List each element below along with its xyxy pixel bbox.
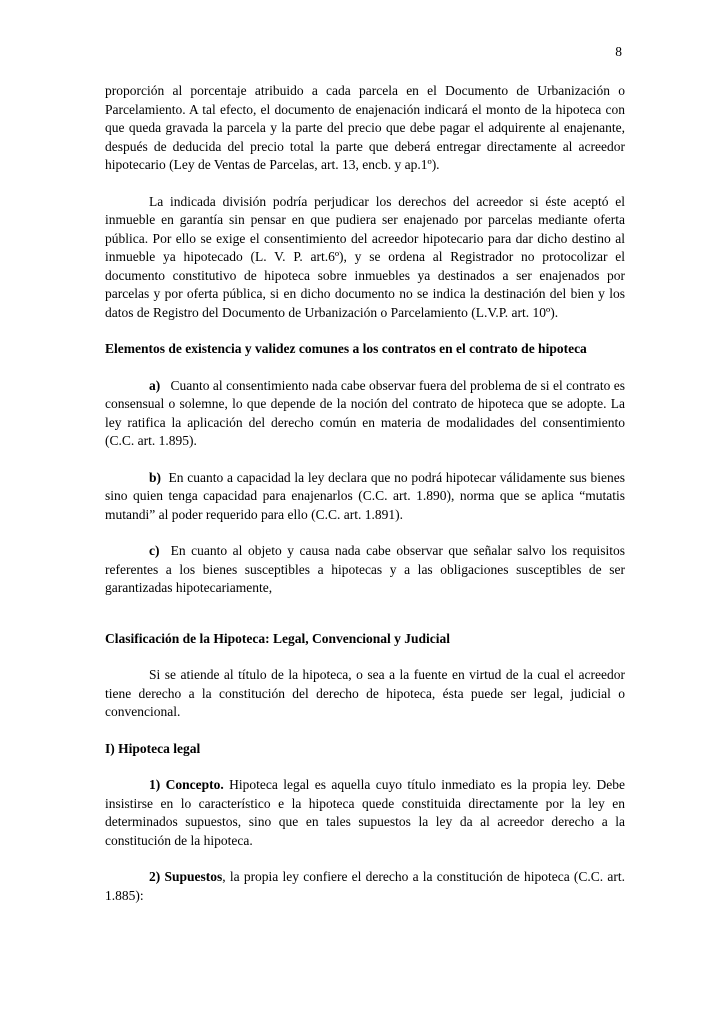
item-c-label: c) — [149, 543, 160, 558]
item-b — [105, 469, 625, 525]
heading-hipoteca-legal: I) Hipoteca legal — [105, 740, 201, 756]
item-a — [105, 377, 625, 451]
item-b-label: b) — [149, 469, 162, 485]
heading-clasificacion: Clasificación de la Hipoteca: Legal, Convencional y Judicial — [105, 630, 450, 646]
item-2-text: , la propia ley confiere el derecho a la constitución de hipoteca (C.C. art. 1.885): — [105, 869, 625, 903]
heading-elementos: Elementos de existencia y validez comunes a los contratos en el contrato de hipoteca — [105, 341, 587, 356]
paragraph-2: La indicada división podría perjudicar los derechos del acreedor si éste aceptó el inmueble en garantía sin pensar en que pudiera ser enajenado por parcelas mediante oferta pública. Por ello se exige el consentimiento del acreedor hipotecario para dar dicho destino al inmueble ya hipotecado (L. V. P. art.6º), y se ordena al Registrador no protocolizar el documento constitutivo de hipoteca sobre inmuebles ya destinados a ser enajenados por parcelas y por oferta pública, si en dicho documento no se indica la destinación del bien y los datos de Registro del Documento de Urbanización o Parcelamiento (L.V.P. art. 10º). — [105, 193, 625, 320]
item-2-label: 2) Supuestos — [149, 869, 223, 884]
page-number: 8 — [615, 44, 622, 59]
paragraph-3: Si se atiende al título de la hipoteca, o sea a la fuente en virtud de la cual el acreedor tiene derecho a la constitución del derecho de hipoteca, ésta puede ser legal, judicial o convencional. — [105, 667, 625, 719]
item-a-text: Cuanto al consentimiento nada cabe observar fuera del problema de si el contrato es consensual o solemne, lo que depende de la noción del contrato de hipoteca que se adopte. La ley ratifica la aplicación del derecho común en materia de modalidades del consentimiento (C.C. art. 1.895). — [105, 377, 626, 448]
item-1-label: 1) Concepto. — [149, 777, 224, 792]
item-1 — [105, 776, 625, 850]
document-body — [105, 82, 625, 923]
item-a-label: a) — [149, 377, 161, 393]
item-2 — [105, 868, 625, 905]
paragraph-1: proporción al porcentaje atribuido a cada parcela en el Documento de Urbanización o Parcelamiento. A tal efecto, el documento de enajenación indicará el monto de la hipoteca con que queda gravada la parcela y la parte del precio que debe pagar el adquirente al enajenante, después de deducida del precio total la parte que deberá entregar directamente al acreedor hipotecario (Ley de Ventas de Parcelas, art. 13, encb. y ap.1º). — [105, 83, 625, 172]
item-b-text: En cuanto a capacidad la ley declara que no podrá hipotecar válidamente sus bienes sino quien tenga capacidad para enajenarlos (C.C. art. 1.890), norma que se aplica “mutatis mutandi” al poder requerido para ello (C.C. art. 1.891). — [105, 469, 625, 522]
item-c — [105, 542, 625, 598]
item-c-text: En cuanto al objeto y causa nada cabe observar que señalar salvo los requisitos referentes a los bienes susceptibles a hipotecas y a las obligaciones susceptibles de ser garantizadas hipotecariamente, — [105, 543, 625, 595]
item-1-text: Hipoteca legal es aquella cuyo título inmediato es la propia ley. Debe insistirse en lo característico e la hipoteca quede constituida directamente por la ley en determinados supuestos, sino que en tales supuestos la ley da al acreedor derecho a la constitución de la hipoteca. — [105, 777, 625, 848]
